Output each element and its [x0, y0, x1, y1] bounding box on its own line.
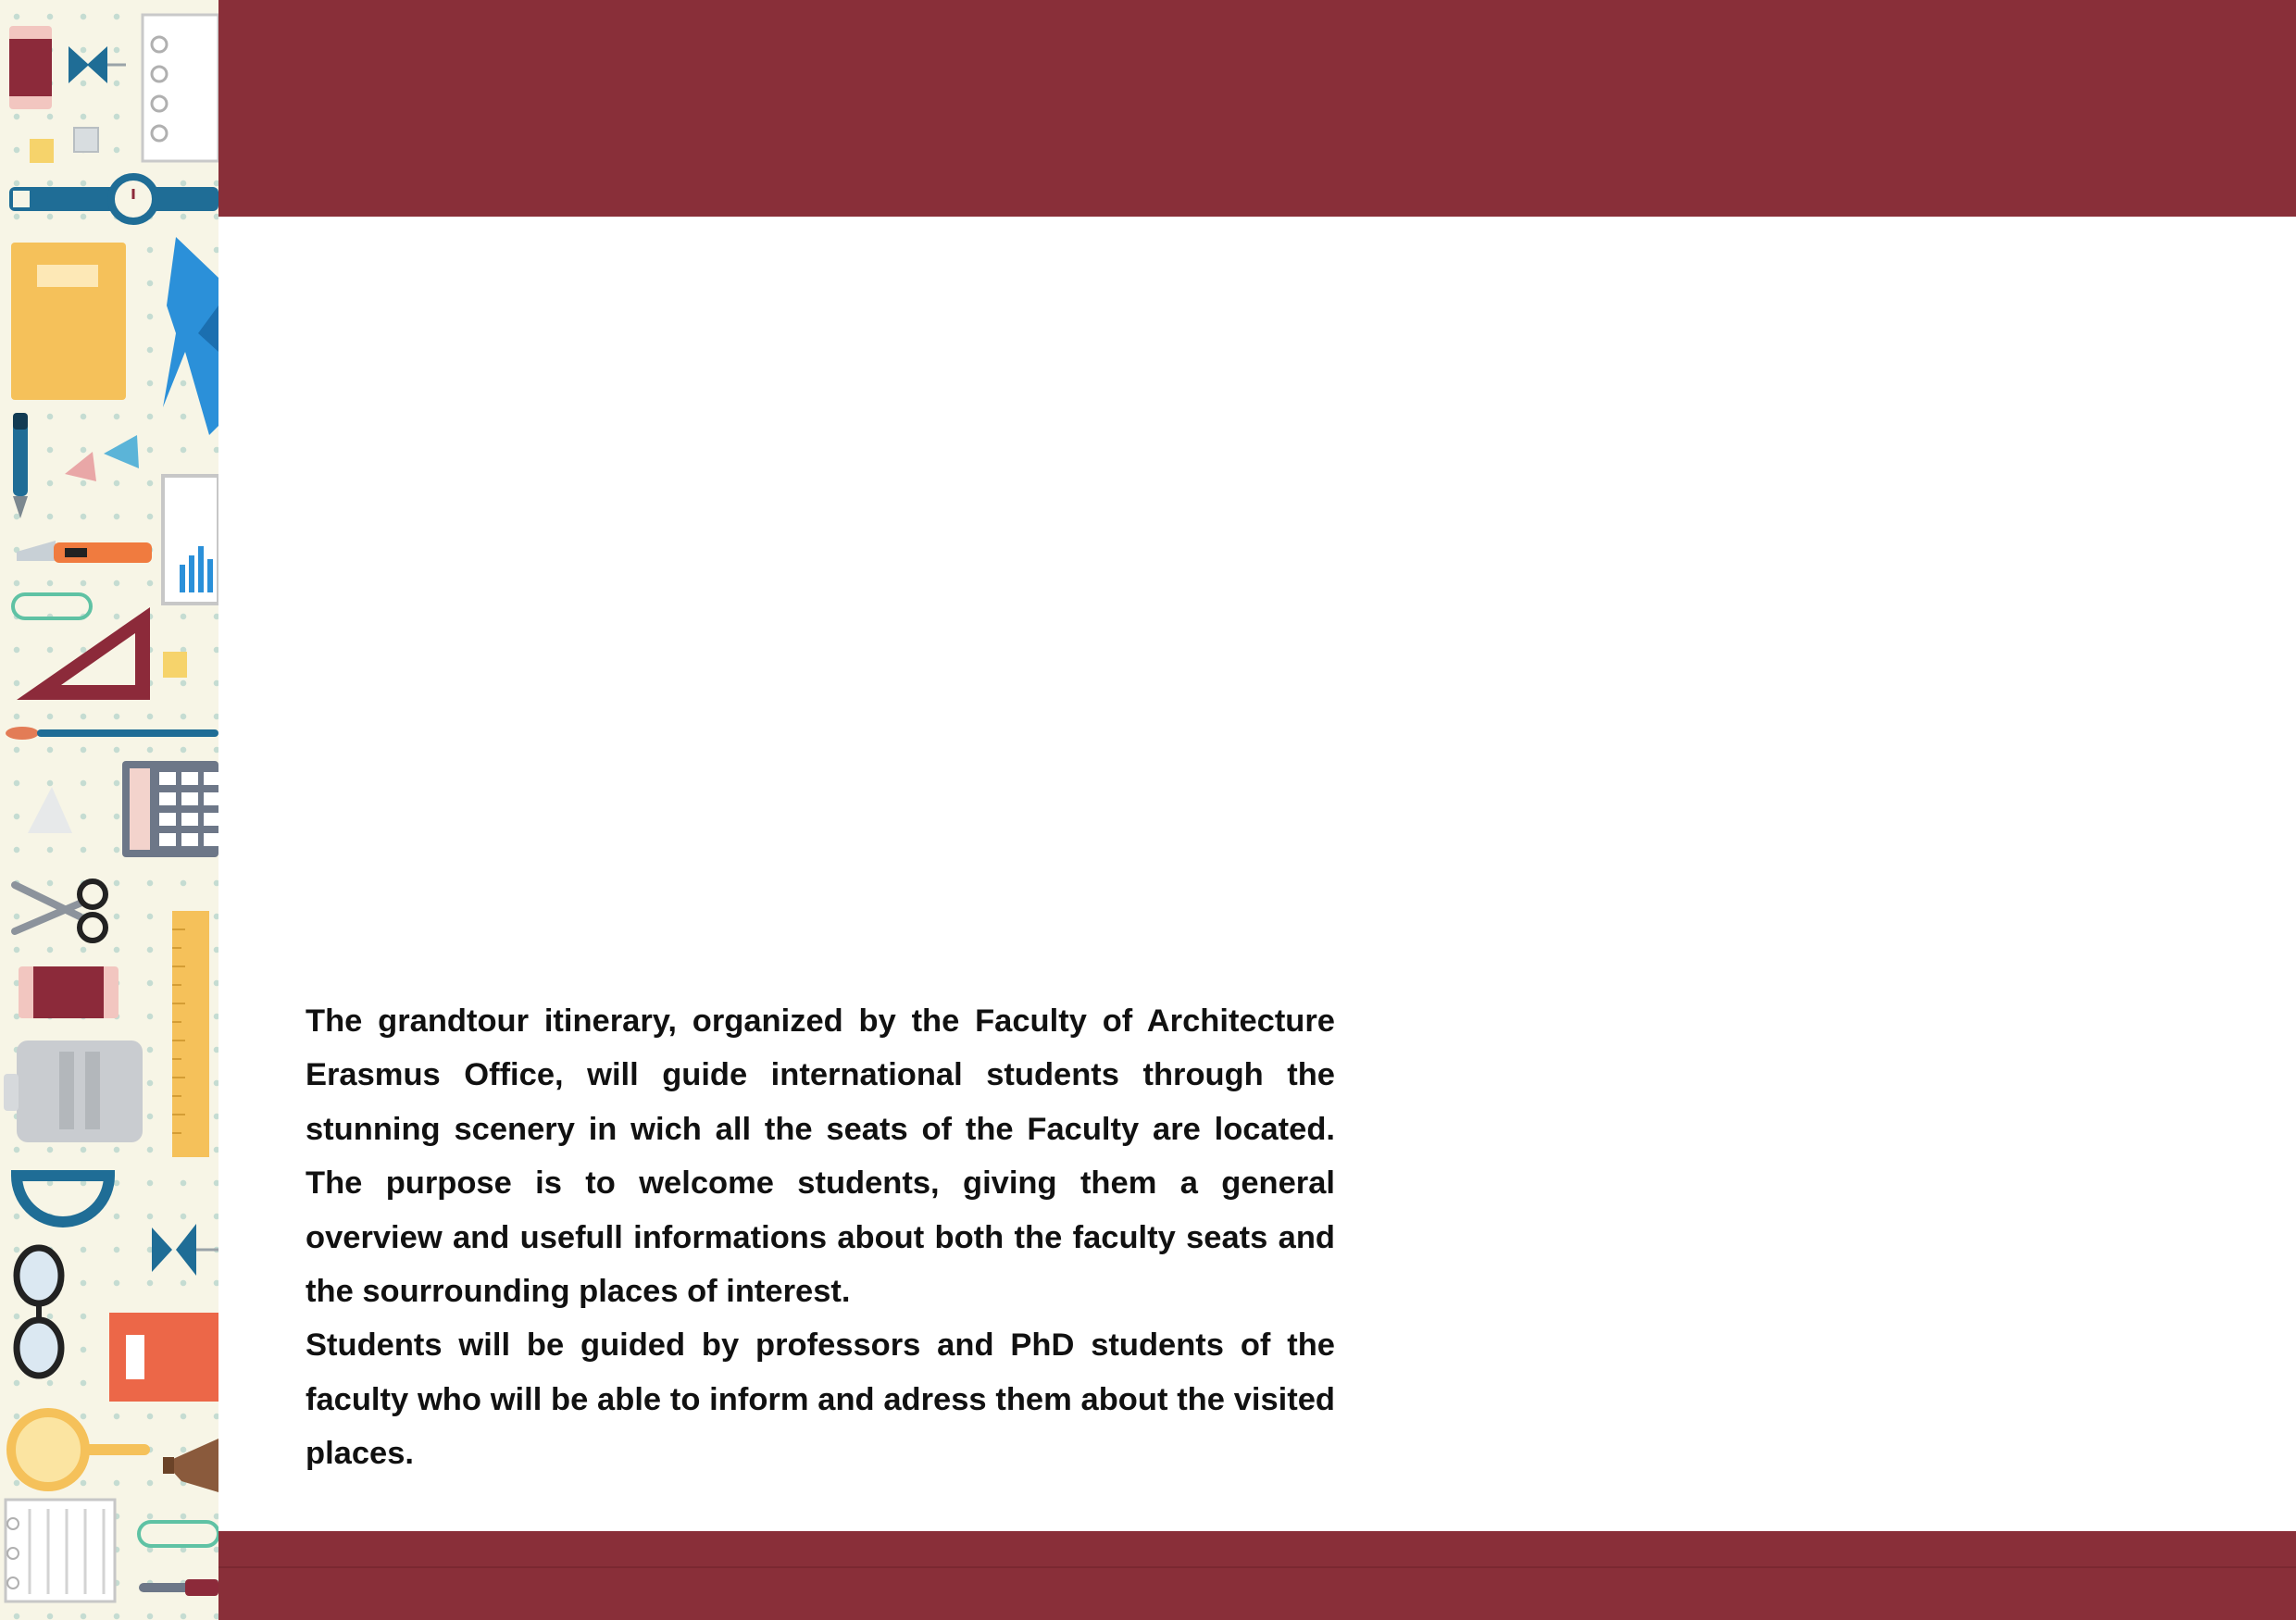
footer-divider: [218, 1566, 2296, 1568]
yellow-folder-icon: [11, 243, 126, 400]
spiral-notebook-icon: [143, 15, 218, 161]
scissors-icon: [15, 881, 106, 941]
paintbrush-icon: [6, 727, 218, 740]
eraser-icon: [9, 26, 52, 109]
stationery-illustration: [0, 0, 218, 1620]
guides-paragraph: Students will be guided by professors and PhD students of the faculty who will be able to inform and adress them about the visited places.: [306, 1327, 1335, 1472]
chart-board-icon: [163, 476, 218, 604]
wristwatch-icon: [9, 177, 218, 221]
cutter-knife-icon: [17, 541, 152, 563]
document-body: [306, 994, 1335, 1481]
protractor-icon: [17, 1176, 109, 1222]
footer-band: [218, 1531, 2296, 1620]
backpack-icon: [4, 1041, 143, 1142]
header-band: [218, 0, 2296, 217]
airplane-icon: [163, 237, 218, 435]
red-eraser-icon: [19, 966, 119, 1018]
notepad-icon: [6, 1500, 115, 1601]
intro-paragraph: The grandtour itinerary, organized by the Faculty of Architecture Erasmus Office, will guide international students through the stunning scenery in wich all the seats of the Faculty are located. The purpose is to welcome students, giving them a general overview and usefull informations about both the faculty seats and the sourrounding places of interest.: [306, 1003, 1335, 1310]
decorative-sidebar: [0, 0, 218, 1620]
ruler-icon: [172, 911, 209, 1157]
sticky-note-icon: [30, 139, 54, 163]
triangle-ruler-small-icon: [65, 452, 96, 481]
calculator-icon: [122, 761, 218, 857]
pushpin-icon: [69, 46, 126, 83]
pushpin-icon: [152, 1224, 218, 1276]
red-book-icon: [109, 1313, 218, 1402]
set-square-icon: [17, 607, 150, 700]
cube-icon: [74, 128, 98, 152]
glasses-icon: [17, 1248, 61, 1376]
lamp-icon: [163, 1439, 218, 1492]
magnifying-glass-icon: [11, 1413, 150, 1487]
pen-icon: [13, 413, 28, 518]
paper-clip-icon: [13, 594, 91, 618]
